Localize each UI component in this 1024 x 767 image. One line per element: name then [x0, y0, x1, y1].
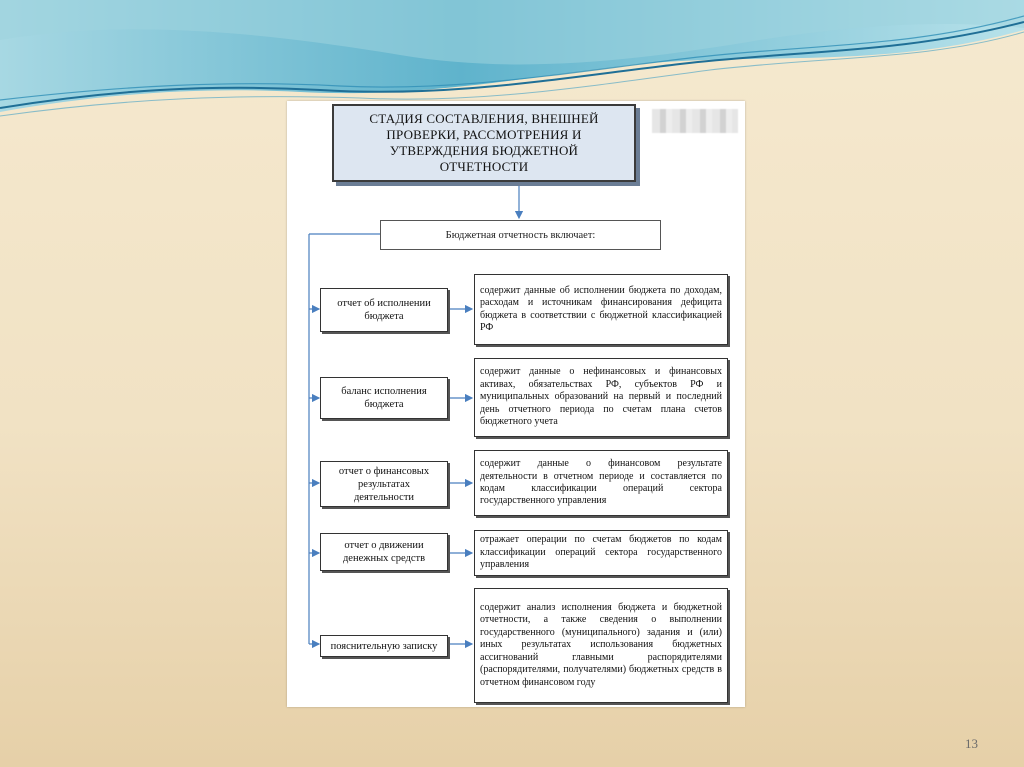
- diagram-header: Бюджетная отчетность включает:: [380, 220, 661, 250]
- item-description-explanatory-note: содержит анализ исполнения бюджета и бюджетной отчетности, а также сведения о выполнении государственного (муниципального) задания и (или) иных результатах использования бюджетных ассигнований главными распорядителями (распорядителями, получателями) бюджетных средств в отчетном финансовом году: [474, 588, 728, 703]
- item-description-budget-execution-report: содержит данные об исполнении бюджета по доходам, расходам и источникам финансирования дефицита бюджета в соответствии с бюджетной классификацией РФ: [474, 274, 728, 345]
- item-name-explanatory-note: пояснительную записку: [320, 635, 448, 657]
- item-name-budget-execution-report: отчет об исполнении бюджета: [320, 288, 448, 332]
- item-description-budget-balance: содержит данные о нефинансовых и финансовых активах, обязательствах РФ, субъектов РФ и муниципальных образований на первый и последний день отчетного периода по счетам плана счетов бюджетного учета: [474, 358, 728, 437]
- slide-number: 13: [965, 736, 978, 751]
- item-description-financial-results-report: содержит данные о финансовом результате деятельности в отчетном периоде и составляется по кодам классификации операций сектора государственного управления: [474, 450, 728, 516]
- item-name-budget-balance: баланс исполнения бюджета: [320, 377, 448, 419]
- blurred-watermark: [652, 109, 738, 133]
- budget-reporting-diagram: [287, 101, 745, 707]
- diagram-title: СТАДИЯ СОСТАВЛЕНИЯ, ВНЕШНЕЙ ПРОВЕРКИ, РАССМОТРЕНИЯ И УТВЕРЖДЕНИЯ БЮДЖЕТНОЙ ОТЧЕТНОСТИ: [332, 104, 636, 182]
- item-name-cash-flow-report: отчет о движении денежных средств: [320, 533, 448, 571]
- item-description-cash-flow-report: отражает операции по счетам бюджетов по кодам классификации операций сектора государственного управления: [474, 530, 728, 576]
- item-name-financial-results-report: отчет о финансовых результатах деятельности: [320, 461, 448, 507]
